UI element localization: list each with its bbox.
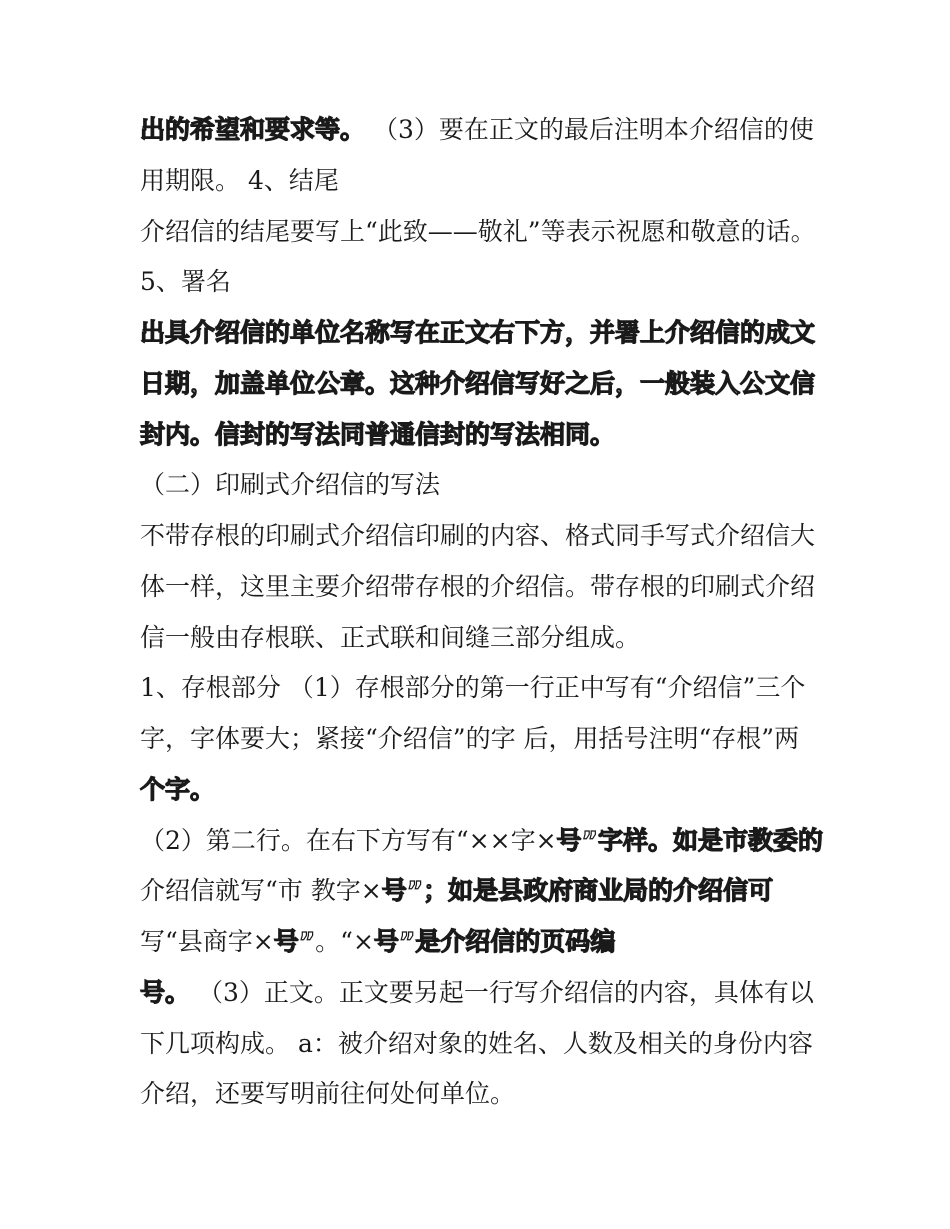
text-segment: 号”；如是县政府商业局的介绍信可 xyxy=(381,876,774,905)
text-line xyxy=(140,110,814,150)
text-segment: 不带存根的印刷式介绍信印刷的内容、格式同手写式介绍信大 xyxy=(140,521,816,550)
text-segment: 介绍信的结尾要写上“此致——敬礼”等表示祝愿和敬意的话。 xyxy=(140,217,816,246)
text-segment: 字，字体要大；紧接“介绍信”的字 后，用括号注明“存根”两 xyxy=(140,724,800,753)
text-segment: 出具介绍信的单位名称写在正文右下方，并署上介绍信的成文 xyxy=(140,318,816,347)
text-line xyxy=(140,161,339,201)
text-line xyxy=(140,922,615,962)
text-segment: 个字。 xyxy=(140,775,216,804)
text-segment: 下几项构成。 a：被介绍对象的姓名、人数及相关的身份内容 xyxy=(140,1029,813,1058)
text-line xyxy=(140,1074,515,1114)
text-segment: 号”是介绍信的页码编 xyxy=(373,927,616,956)
text-segment: 5、署名 xyxy=(140,267,231,296)
text-line xyxy=(140,973,814,1013)
text-segment: 号。 xyxy=(140,978,191,1007)
text-line xyxy=(140,516,815,556)
text-line xyxy=(140,668,805,708)
text-segment: （3）要在正文的最后注明本介绍信的使 xyxy=(365,115,814,144)
text-line xyxy=(140,212,816,252)
text-segment: 信一般由存根联、正式联和间缝三部分组成。 xyxy=(140,623,641,652)
text-segment: 写“县商字× xyxy=(140,927,274,956)
text-segment: （2）第二行。在右下方写有“××字× xyxy=(140,826,557,855)
text-segment: 体一样，这里主要介绍带存根的介绍信。带存根的印刷式介绍 xyxy=(140,572,816,601)
text-segment: 1、存根部分 （1）存根部分的第一行正中写有“介绍信”三个 xyxy=(140,673,806,702)
text-segment: （3）正文。正文要另起一行写介绍信的内容，具体有以 xyxy=(190,978,814,1007)
text-segment: 出的希望和要求等。 xyxy=(140,115,366,144)
text-line xyxy=(140,871,773,911)
text-line xyxy=(140,364,815,404)
text-segment: 号”字样。如是市教委的 xyxy=(556,826,823,855)
text-segment: 号” xyxy=(273,927,316,956)
text-segment: 介绍，还要写明前往何处何单位。 xyxy=(140,1079,516,1108)
text-line xyxy=(140,465,440,505)
text-line xyxy=(140,618,640,658)
text-line xyxy=(140,821,823,861)
text-line xyxy=(140,313,815,353)
text-segment: 封内。信封的写法同普通信封的写法相同。 xyxy=(140,420,616,449)
text-segment: 介绍信就写“市 教字× xyxy=(140,876,382,905)
text-line xyxy=(140,719,799,759)
text-line xyxy=(140,1024,813,1064)
text-segment: 用期限。 4、结尾 xyxy=(140,166,339,195)
text-line xyxy=(140,770,215,810)
text-segment: （二）印刷式介绍信的写法 xyxy=(140,470,441,499)
text-line xyxy=(140,567,815,607)
text-line xyxy=(140,415,615,455)
text-line xyxy=(140,262,231,302)
text-segment: 。“× xyxy=(315,927,374,956)
text-segment: 日期，加盖单位公章。这种介绍信写好之后，一般装入公文信 xyxy=(140,369,816,398)
